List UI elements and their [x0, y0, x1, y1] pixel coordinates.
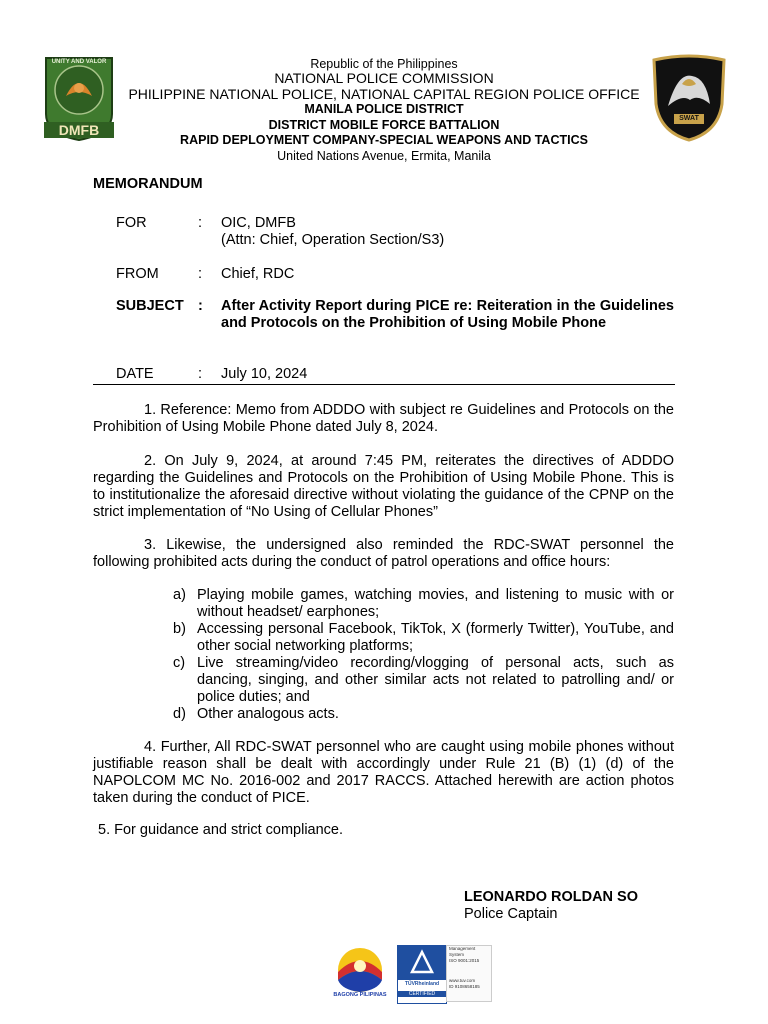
list-marker: c) — [173, 655, 186, 671]
tuv-brand: TÜVRheinland — [404, 981, 440, 987]
memo-title: MEMORANDUM — [93, 176, 203, 192]
list-item — [173, 706, 674, 723]
date-colon: : — [198, 366, 203, 382]
list-item-text: Accessing personal Facebook, TikTok, X (formerly Twitter), YouTube, and other social networking platforms; — [197, 621, 674, 654]
list-item — [173, 655, 674, 706]
cert-line: ISO 9001:2015 — [449, 958, 480, 963]
for-colon: : — [198, 215, 203, 231]
header-address: United Nations Avenue, Ermita, Manila — [277, 149, 491, 163]
paragraph-2: 2. On July 9, 2024, at around 7:45 PM, reiterates the directives of ADDDO regarding the Guidelines and Protocols on the Prohibition of Using Mobile Phone. This is to institutionalize the aforesaid directive without violating the guidance of the CPNP on the strict implementation of “No Using of Cellular Phones” — [93, 453, 674, 520]
dmfb-logo-label: DMFB — [58, 122, 100, 138]
list-item-text: Live streaming/video recording/vlogging of personal acts, such as dancing, singing, and other similar acts not related to patrolling and/ or police duties; and — [197, 655, 674, 705]
for-label: FOR — [116, 215, 147, 231]
cert-line: System — [449, 952, 465, 957]
prohibited-acts-list — [173, 587, 674, 723]
header-rdc-swat: RAPID DEPLOYMENT COMPANY-SPECIAL WEAPONS AND TACTICS — [180, 133, 588, 147]
list-item — [173, 587, 674, 621]
from-colon: : — [198, 266, 203, 282]
header-pnp-ncrpo: PHILIPPINE NATIONAL POLICE, NATIONAL CAPITAL REGION POLICE OFFICE — [128, 86, 640, 102]
header-divider — [93, 384, 675, 385]
for-attn: (Attn: Chief, Operation Section/S3) — [221, 232, 445, 248]
list-marker: b) — [173, 621, 186, 637]
header-dmfb: DISTRICT MOBILE FORCE BATTALION — [268, 118, 500, 132]
dmfb-logo-top-text: UNITY AND VALOR — [51, 59, 107, 65]
subject-label: SUBJECT — [116, 298, 184, 314]
list-marker: d) — [173, 706, 186, 722]
paragraph-3: 3. Likewise, the undersigned also reminded the RDC-SWAT personnel the following prohibited acts during the conduct of patrol operations and office hours: — [93, 537, 674, 570]
signatory-rank: Police Captain — [464, 906, 558, 922]
list-item — [173, 621, 674, 655]
paragraph-5: 5. For guidance and strict compliance. — [98, 822, 344, 838]
date-label: DATE — [116, 366, 154, 382]
tuv-certification-badge — [397, 945, 447, 1004]
swat-logo-label: SWAT — [679, 115, 699, 122]
paragraph-1: 1. Reference: Memo from ADDDO with subject re Guidelines and Protocols on the Prohibition of Using Mobile Phone dated July 8, 2024. — [93, 402, 674, 435]
bagong-pilipinas-label: BAGONG PILIPINAS — [333, 992, 387, 998]
header-mpd: MANILA POLICE DISTRICT — [304, 102, 464, 116]
header-republic: Republic of the Philippines — [310, 57, 458, 71]
for-value: OIC, DMFB — [221, 215, 296, 231]
tuv-certified-label: CERTIFIED — [398, 991, 446, 997]
subject-colon: : — [198, 298, 203, 314]
signatory-name: LEONARDO ROLDAN SO — [464, 889, 638, 905]
list-item-text: Playing mobile games, watching movies, and listening to music with or without headset/ earphones; — [197, 587, 674, 620]
date-value: July 10, 2024 — [221, 366, 308, 382]
certification-details — [446, 945, 492, 1002]
header-napolcom: NATIONAL POLICE COMMISSION — [274, 70, 494, 86]
cert-url: www.tuv.com — [449, 978, 476, 983]
from-value: Chief, RDC — [221, 266, 295, 282]
subject-value: After Activity Report during PICE re: Reiteration in the Guidelines and Protocols on the Prohibition of Using Mobile Phone — [221, 298, 674, 331]
list-marker: a) — [173, 587, 186, 603]
paragraph-4: 4. Further, All RDC-SWAT personnel who are caught using mobile phones without justifiable reason shall be dealt with accordingly under Rule 21 (B) (1) (d) of the NAPOLCOM MC No. 2016-002 and 2017 RACCS. Attached herewith are action photos taken during the conduct of PICE. — [93, 739, 674, 806]
cert-id: ID 9108658185 — [449, 984, 480, 989]
cert-line: Management — [449, 946, 476, 951]
bagong-pilipinas-logo — [328, 944, 392, 1002]
from-label: FROM — [116, 266, 159, 282]
list-item-text: Other analogous acts. — [197, 706, 339, 722]
